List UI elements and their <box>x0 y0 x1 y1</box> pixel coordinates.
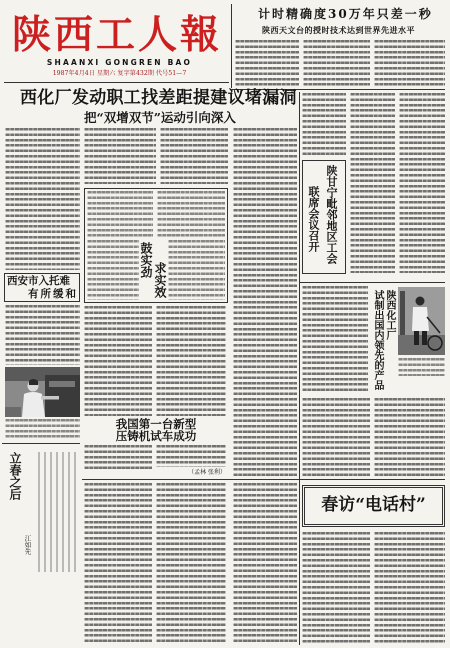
main-body-text <box>84 128 156 184</box>
masthead-divider <box>231 4 232 88</box>
commentary-text <box>157 191 225 237</box>
commentary-text <box>87 240 139 300</box>
section-rule <box>300 479 445 480</box>
chemical-headline: 陕西化工厂 <box>384 290 395 340</box>
kindergarten-headline: 西安市入托难 <box>7 275 70 287</box>
commentary-text <box>87 191 153 237</box>
photo-worker-with-cart <box>398 287 445 355</box>
middle-body-text <box>84 306 152 416</box>
main-body-text <box>233 128 297 476</box>
phone-village-body-text <box>374 532 445 645</box>
bottom-body-text <box>156 483 226 645</box>
section-rule <box>300 282 445 283</box>
middle-body-text <box>156 306 226 416</box>
photo-caption-text <box>398 358 445 376</box>
astronomy-subheadline: 陕西天文台的授时技术达到世界先进水平 <box>262 25 415 35</box>
dateline: 1987年4月4日 星期六 复字第432期 代号51—7 <box>52 70 187 77</box>
right-body-text <box>374 398 445 476</box>
die-casting-headline: 我国第一台新型 <box>115 417 197 431</box>
main-headline: 西化厂发动职工找差距提建议堵漏洞 <box>20 88 297 108</box>
bottom-body-text <box>84 483 152 645</box>
section-rule <box>82 479 299 480</box>
masthead-title: 陕西工人報 <box>12 12 223 58</box>
poem-author: 江如先 <box>23 535 32 555</box>
union-body-text <box>302 93 346 157</box>
phone-village-body-text <box>302 532 370 645</box>
die-casting-body-text <box>156 445 226 467</box>
commentary-text <box>168 240 225 300</box>
bottom-body-text <box>233 483 297 645</box>
die-casting-body-text <box>84 445 152 471</box>
right-body-text <box>302 398 370 476</box>
kindergarten-headline: 有所缓和 <box>28 288 78 300</box>
union-headline: 陕甘宁毗邻地区工会 <box>325 165 338 264</box>
main-body-text <box>5 128 80 270</box>
column-divider <box>299 92 300 645</box>
union-body-text <box>350 93 395 273</box>
poem-title: 立春之后 <box>8 452 22 500</box>
photo-woman-worker <box>5 367 80 417</box>
masthead-pinyin: SHAANXI GONGREN BAO <box>46 58 193 67</box>
astronomy-body-text <box>235 40 299 86</box>
chemical-headline: 试制出国内领先的产品 <box>372 290 383 390</box>
main-body-text <box>160 128 228 184</box>
union-body-text <box>399 93 445 273</box>
die-casting-byline: （孟林 张利） <box>188 469 226 476</box>
chemical-body-text <box>302 286 368 394</box>
section-rule <box>2 443 80 444</box>
astronomy-headline: 计时精确度30万年只差一秒 <box>258 7 433 21</box>
main-subheadline: 把“双增双节”运动引向深入 <box>84 110 236 125</box>
poem-text <box>38 452 78 572</box>
astronomy-body-text <box>303 40 370 86</box>
commentary-heading: 求实效 <box>153 262 167 298</box>
kindergarten-body-text <box>5 305 80 365</box>
union-headline: 联席会议召开 <box>307 186 320 252</box>
astronomy-body-text <box>374 40 445 86</box>
masthead-rule <box>4 82 229 83</box>
phone-village-headline: 春访“电话村” <box>321 495 426 515</box>
die-casting-headline: 压铸机试车成功 <box>115 429 197 443</box>
commentary-heading: 鼓实劲 <box>139 242 153 278</box>
photo-caption-text <box>5 419 80 439</box>
